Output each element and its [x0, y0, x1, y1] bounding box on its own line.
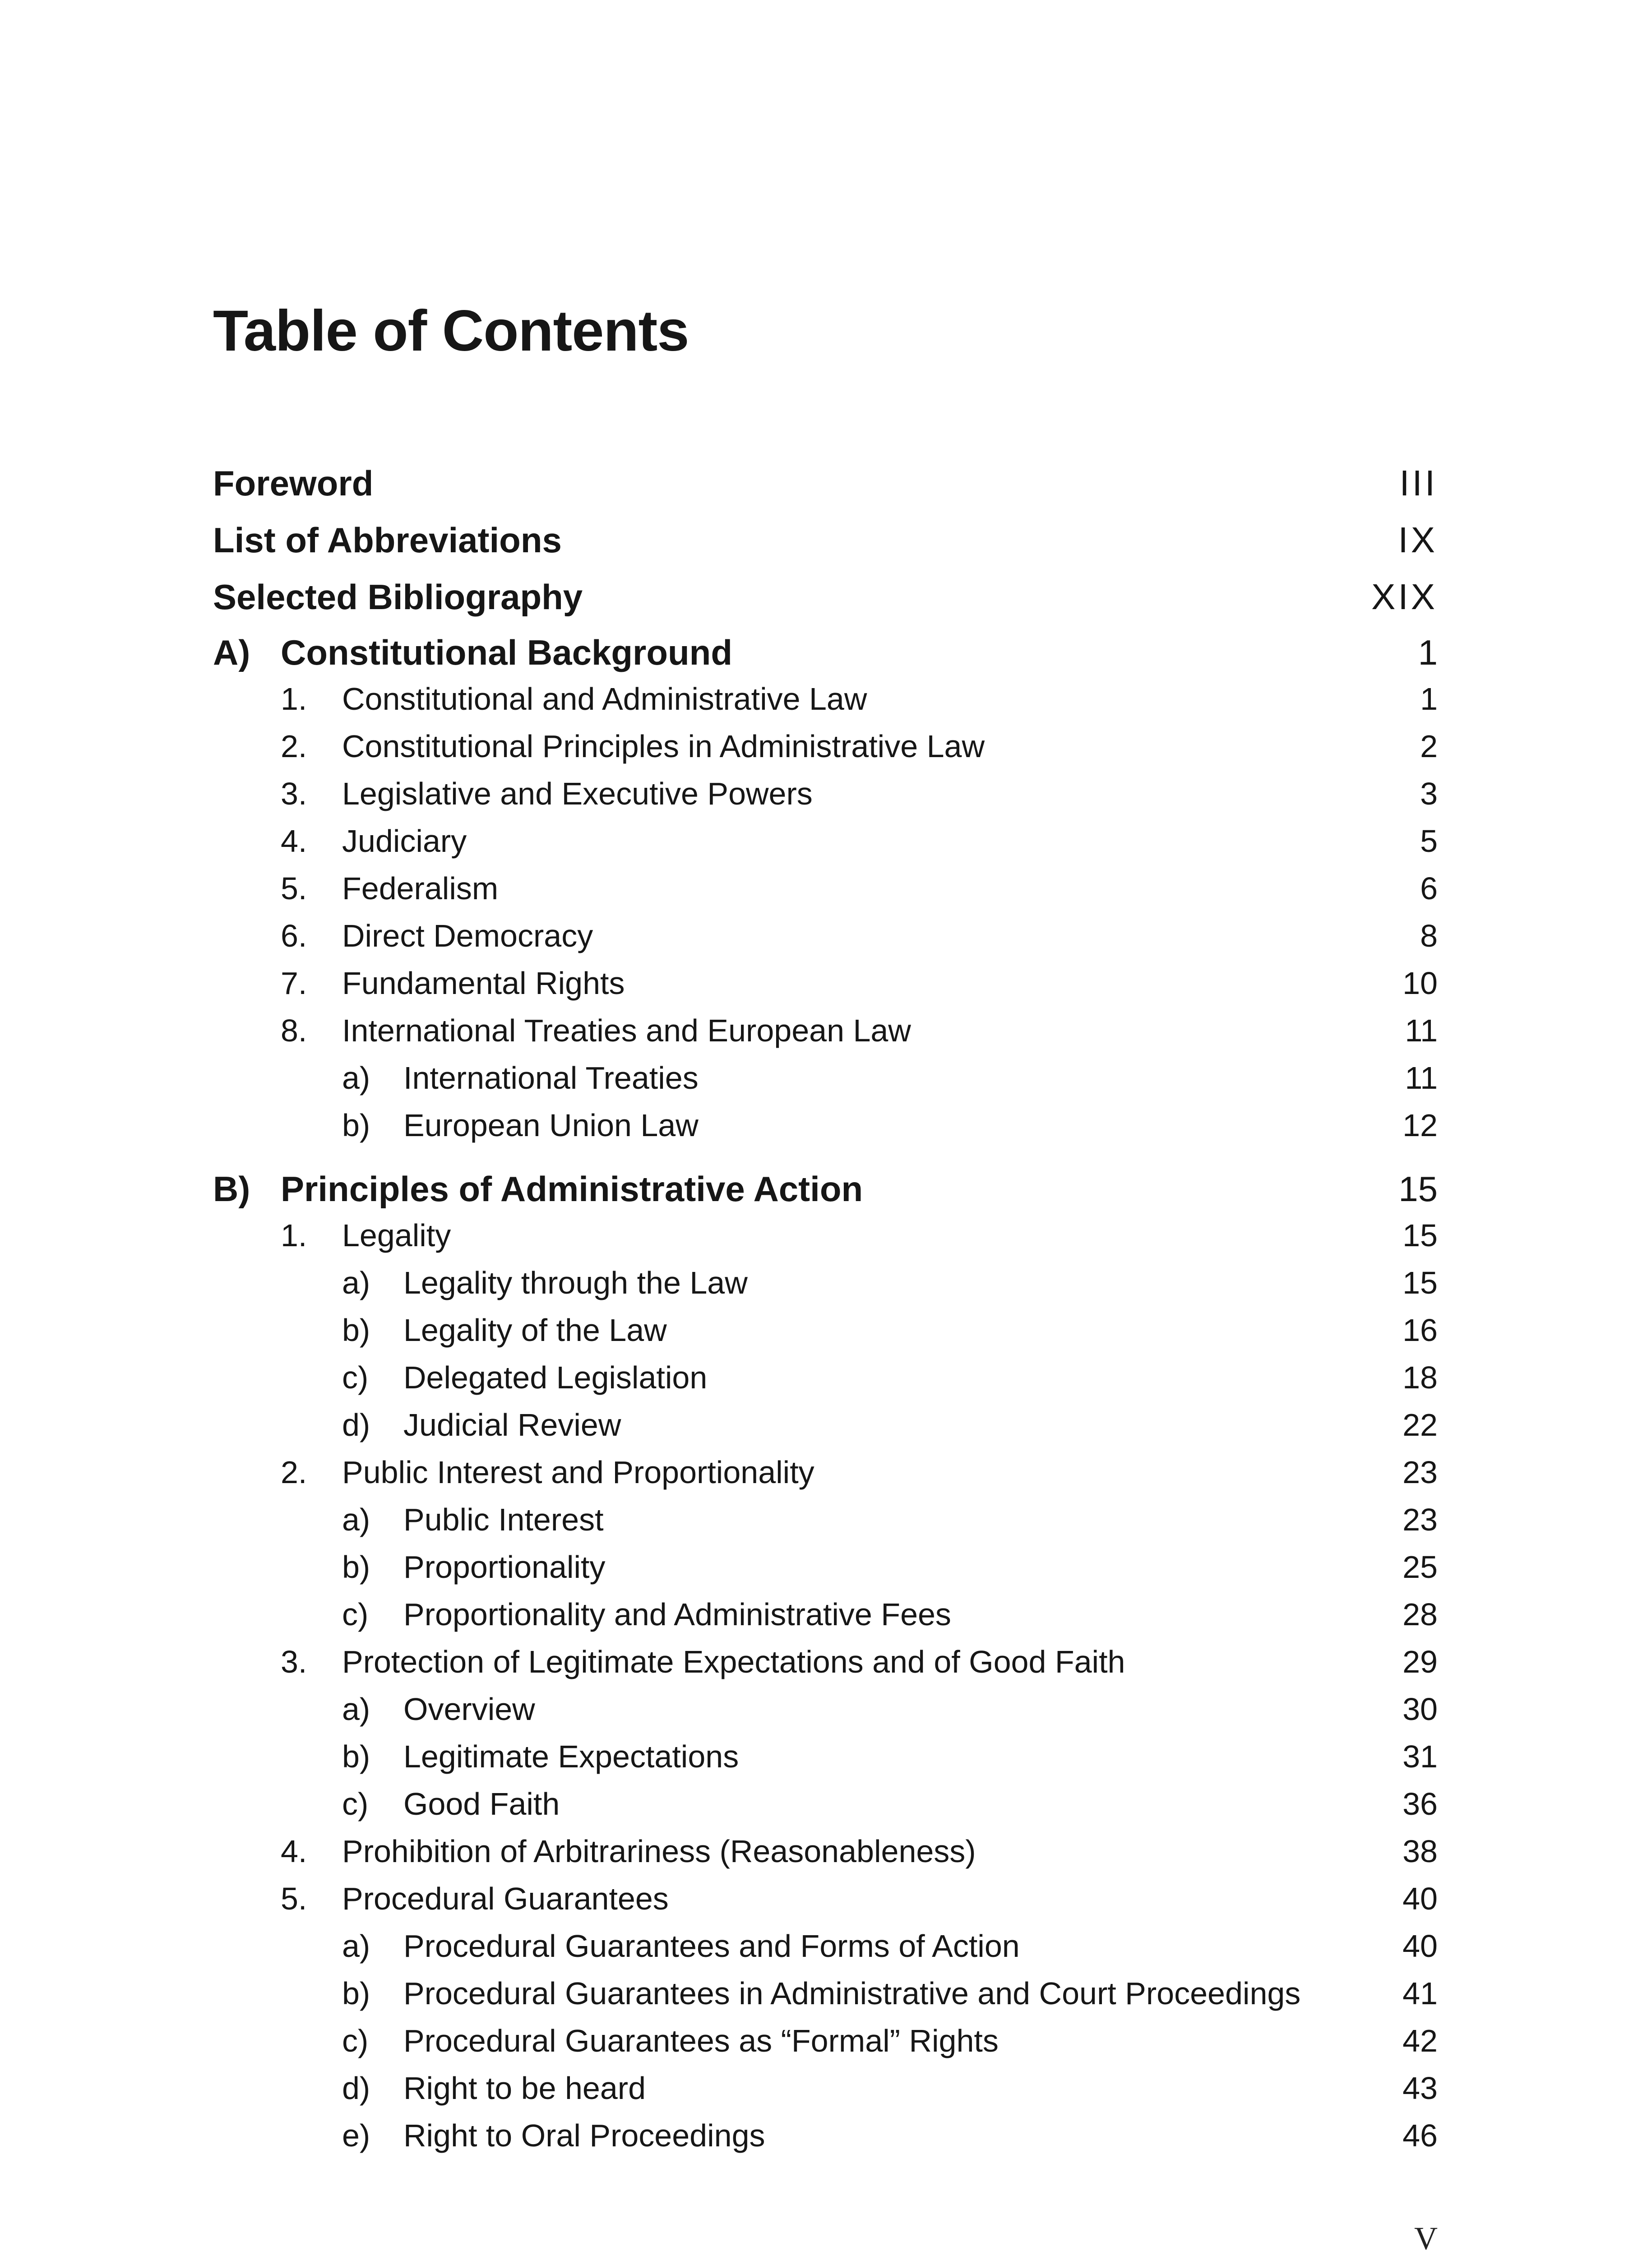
toc-entry-label: Foreword — [213, 463, 374, 503]
toc-entry-page: 1 — [1418, 633, 1438, 672]
toc-entry[interactable] — [213, 1827, 1438, 1875]
toc-entry[interactable] — [213, 1054, 1438, 1102]
toc-entry-page: 23 — [1402, 1502, 1438, 1537]
toc-part-b[interactable] — [213, 1165, 1438, 1213]
toc-entry[interactable] — [213, 912, 1438, 960]
toc-entry-number: 4. — [281, 1834, 307, 1869]
toc-entry[interactable] — [213, 1685, 1438, 1733]
toc-entry[interactable] — [213, 1733, 1438, 1780]
toc-entry[interactable] — [213, 1543, 1438, 1591]
toc-entry-number: 1. — [281, 681, 307, 717]
toc-entry-number: c) — [342, 1786, 369, 1821]
toc-entry-page: 12 — [1402, 1108, 1438, 1143]
toc-entry-label: Overview — [403, 1692, 535, 1727]
toc-entry-label: Procedural Guarantees in Administrative and Court Proceedings — [403, 1976, 1301, 2011]
toc-entry-page: 40 — [1402, 1881, 1438, 1916]
toc-entry[interactable] — [213, 675, 1438, 723]
toc-entry-page: 10 — [1402, 966, 1438, 1001]
toc-entry-label: International Treaties — [403, 1060, 699, 1096]
toc-entry[interactable] — [213, 1101, 1438, 1149]
toc-entry-page: 31 — [1402, 1739, 1438, 1774]
toc-entry[interactable] — [213, 1306, 1438, 1354]
toc-entry-number: c) — [342, 1597, 369, 1632]
toc-entry-page: XIX — [1371, 577, 1438, 617]
toc-entry-page: 15 — [1402, 1265, 1438, 1300]
toc-entry-number: 2. — [281, 729, 307, 764]
toc-entry-page: 22 — [1402, 1407, 1438, 1442]
toc-entry-page: IX — [1398, 520, 1438, 560]
toc-entry-number: 1. — [281, 1218, 307, 1253]
toc-entry-page: 11 — [1405, 1013, 1438, 1048]
toc-entry-label: Legality of the Law — [403, 1313, 667, 1348]
toc-entry-label: Legality — [342, 1218, 451, 1253]
toc-entry-number: b) — [342, 1976, 370, 2011]
toc-part-number: A) — [213, 633, 250, 672]
toc-part-number: B) — [213, 1169, 250, 1209]
toc-entry-page: 23 — [1402, 1455, 1438, 1490]
toc-entry-page: 2 — [1420, 729, 1438, 764]
toc-entry-page: 5 — [1420, 823, 1438, 859]
toc-part-label: Constitutional Background — [281, 633, 732, 672]
toc-entry[interactable] — [213, 722, 1438, 770]
toc-entry-page: 15 — [1398, 1169, 1438, 1209]
toc-entry-label: International Treaties and European Law — [342, 1013, 911, 1048]
toc-entry-label: Judiciary — [342, 823, 467, 859]
toc-entry[interactable] — [213, 1922, 1438, 1970]
toc-entry-page: 3 — [1420, 776, 1438, 811]
toc-entry[interactable] — [213, 1780, 1438, 1828]
toc-entry-number: b) — [342, 1549, 370, 1585]
toc-entry-label: Constitutional Principles in Administrative Law — [342, 729, 985, 764]
toc-entry-number: b) — [342, 1739, 370, 1774]
toc-entry[interactable] — [213, 1638, 1438, 1686]
toc-entry-label: Procedural Guarantees as “Formal” Rights — [403, 2023, 999, 2058]
toc-entry-page: 38 — [1402, 1834, 1438, 1869]
toc-entry-page: 43 — [1402, 2071, 1438, 2106]
toc-entry-number: b) — [342, 1108, 370, 1143]
toc-entry-label: Right to be heard — [403, 2071, 646, 2106]
toc-entry[interactable] — [213, 1448, 1438, 1496]
toc-entry-list-of-abbreviations[interactable] — [213, 516, 1438, 564]
toc-entry[interactable] — [213, 770, 1438, 818]
toc-entry-label: Protection of Legitimate Expectations and of Good Faith — [342, 1644, 1125, 1679]
toc-entry-number: 4. — [281, 823, 307, 859]
toc-entry[interactable] — [213, 1875, 1438, 1923]
toc-entry-page: 25 — [1402, 1549, 1438, 1585]
toc-entry-number: c) — [342, 1360, 369, 1395]
toc-entry-label: Federalism — [342, 871, 499, 906]
toc-entry-number: 6. — [281, 918, 307, 953]
toc-entry-label: Procedural Guarantees and Forms of Action — [403, 1928, 1020, 1964]
toc-entry[interactable] — [213, 2112, 1438, 2159]
toc-entry-page: 15 — [1402, 1218, 1438, 1253]
toc-entry-label: Fundamental Rights — [342, 966, 625, 1001]
toc-entry-number: a) — [342, 1265, 370, 1300]
page-title: Table of Contents — [213, 299, 689, 363]
toc-entry-page: 1 — [1420, 681, 1438, 717]
toc-entry-label: Direct Democracy — [342, 918, 593, 953]
toc-entry-number: 3. — [281, 776, 307, 811]
toc-entry[interactable] — [213, 959, 1438, 1007]
toc-entry-page: 29 — [1402, 1644, 1438, 1679]
toc-entry-page: 16 — [1402, 1313, 1438, 1348]
toc-entry-page: 30 — [1402, 1692, 1438, 1727]
toc-entry-page: 18 — [1402, 1360, 1438, 1395]
toc-entry-page: 40 — [1402, 1928, 1438, 1964]
toc-entry-number: a) — [342, 1502, 370, 1537]
toc-entry-label: Good Faith — [403, 1786, 560, 1821]
toc-entry[interactable] — [213, 1007, 1438, 1054]
toc-entry[interactable] — [213, 1496, 1438, 1544]
toc-entry-label: List of Abbreviations — [213, 520, 562, 560]
toc-entry-number: d) — [342, 1407, 370, 1442]
toc-entry-label: Proportionality — [403, 1549, 606, 1585]
toc-entry-label: Public Interest and Proportionality — [342, 1455, 814, 1490]
toc-entry-label: Legality through the Law — [403, 1265, 748, 1300]
toc-entry[interactable] — [213, 864, 1438, 912]
toc-entry-page: 11 — [1405, 1060, 1438, 1096]
toc-page — [213, 0, 1438, 2256]
toc-entry-label: Constitutional and Administrative Law — [342, 681, 867, 717]
toc-entry-foreword[interactable] — [213, 459, 1438, 507]
toc-entry-label: Public Interest — [403, 1502, 604, 1537]
toc-entry-page: 8 — [1420, 918, 1438, 953]
toc-entry-label: Legitimate Expectations — [403, 1739, 739, 1774]
toc-entry[interactable] — [213, 2017, 1438, 2065]
toc-entry-number: 5. — [281, 871, 307, 906]
toc-entry-label: Proportionality and Administrative Fees — [403, 1597, 951, 1632]
toc-entry-label: Prohibition of Arbitrariness (Reasonableness) — [342, 1834, 976, 1869]
page-number: V — [1414, 2220, 1438, 2256]
toc-entry-label: Right to Oral Proceedings — [403, 2118, 765, 2153]
toc-entry[interactable] — [213, 1211, 1438, 1259]
toc-entry-number: 5. — [281, 1881, 307, 1916]
toc-entry[interactable] — [213, 1401, 1438, 1449]
toc-entry-label: Judicial Review — [403, 1407, 621, 1442]
toc-entry-page: 42 — [1402, 2023, 1438, 2058]
toc-entry-selected-bibliography[interactable] — [213, 573, 1438, 621]
toc-entry-number: 3. — [281, 1644, 307, 1679]
toc-entry-page: 6 — [1420, 871, 1438, 906]
toc-entry[interactable] — [213, 1590, 1438, 1638]
toc-entry-number: a) — [342, 1060, 370, 1096]
toc-entry-label: Delegated Legislation — [403, 1360, 708, 1395]
toc-entry-number: d) — [342, 2071, 370, 2106]
toc-entry[interactable] — [213, 1969, 1438, 2017]
toc-entry-label: European Union Law — [403, 1108, 699, 1143]
toc-entry-label: Procedural Guarantees — [342, 1881, 669, 1916]
toc-entry-page: 46 — [1402, 2118, 1438, 2153]
toc-entry-number: a) — [342, 1692, 370, 1727]
toc-entry-page: 41 — [1402, 1976, 1438, 2011]
toc-entry-number: e) — [342, 2118, 370, 2153]
toc-entry-label: Selected Bibliography — [213, 577, 583, 617]
toc-entry-number: 8. — [281, 1013, 307, 1048]
toc-entry[interactable] — [213, 1354, 1438, 1401]
toc-entry-number: a) — [342, 1928, 370, 1964]
toc-part-a[interactable] — [213, 629, 1438, 676]
toc-entry-page: III — [1399, 463, 1438, 503]
toc-entry-number: 7. — [281, 966, 307, 1001]
toc-entry[interactable] — [213, 817, 1438, 865]
toc-entry-number: 2. — [281, 1455, 307, 1490]
toc-entry[interactable] — [213, 1259, 1438, 1307]
toc-part-label: Principles of Administrative Action — [281, 1169, 863, 1209]
toc-entry[interactable] — [213, 2064, 1438, 2112]
toc-entry-label: Legislative and Executive Powers — [342, 776, 813, 811]
toc-entry-number: c) — [342, 2023, 369, 2058]
toc-entry-number: b) — [342, 1313, 370, 1348]
toc-entry-page: 28 — [1402, 1597, 1438, 1632]
toc-entry-page: 36 — [1402, 1786, 1438, 1821]
